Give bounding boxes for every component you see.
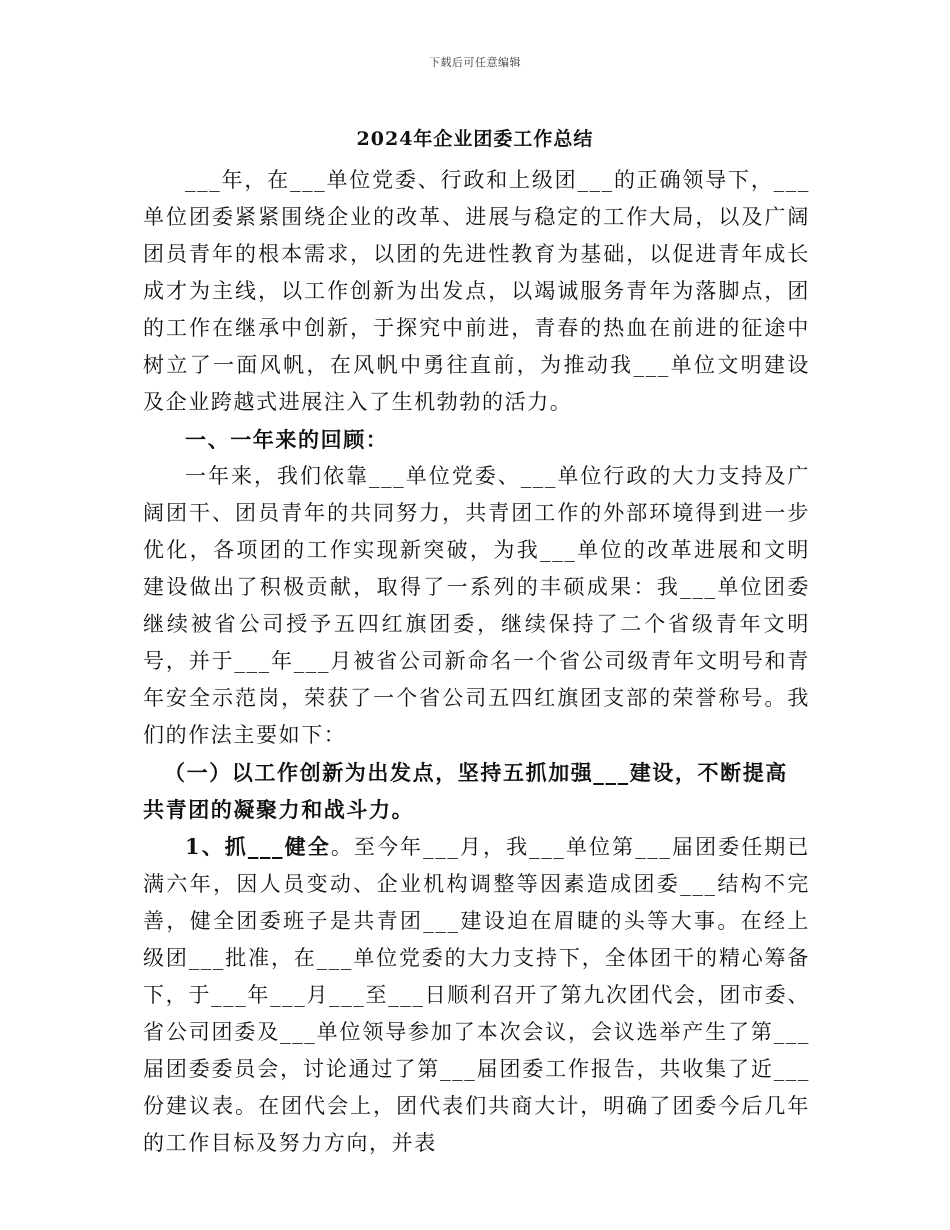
page-title: 2024年企业团委工作总结 <box>356 128 594 150</box>
paragraph-review: 一年来，我们依靠___单位党委、___单位行政的大力支持及广阔团干、团员青年的共同努力，共青团工作的外部环境得到进一步优化，各项团的工作实现新突破，为我___单位的改革进展和文明建设做出了积极贡献，取得了一系列的丰硕成果：我___单位团委继续被省公司授予五四红旗团委，继续保持了二个省级青年文明号，并于___年___月被省公司新命名一个省公司级青年文明号和青年安全示范岗，荣获了一个省公司五四红旗团支部的荣誉称号。我们的作法主要如下： <box>143 464 810 747</box>
item-1-lead: 1、抓___健全 <box>185 834 331 859</box>
paragraph-item-1 <box>143 828 810 1162</box>
subsection-1-heading: （一）以工作创新为出发点，坚持五抓加强___建设，不断提高共青团的凝聚力和战斗力。 <box>143 760 788 822</box>
item-1-text: 。至今年___月，我___单位第___届团委任期已满六年，因人员变动、企业机构调整等因素造成团委___结构不完善，健全团委班子是共青团___建设迫在眉睫的头等大事。在经上级团___批准，在___单位党委的大力支持下，全体团干的精心筹备下，于___年___月___至___日顺利召开了第九次团代会，团市委、省公司团委及___单位领导参加了本次会议，会议选举产生了第___届团委委员会，讨论通过了第___届团委工作报告，共收集了近___份建议表。在团代会上，团代表们共商大计，明确了团委今后几年的工作目标及努力方向，并表 <box>143 835 810 1155</box>
section-1-heading: 一、一年来的回顾： <box>185 427 389 452</box>
header-note: 下载后可任意编辑 <box>429 56 521 69</box>
document-body <box>143 162 810 1162</box>
paragraph-intro: ___年，在___单位党委、行政和上级团___的正确领导下，___单位团委紧紧围绕企业的改革、进展与稳定的工作大局，以及广阔团员青年的根本需求，以团的先进性教育为基础，以促进青年成长成才为主线，以工作创新为出发点，以竭诚服务青年为落脚点，团的工作在继承中创新，于探究中前进，青春的热血在前进的征途中树立了一面风帆，在风帆中勇往直前，为推动我___单位文明建设及企业跨越式进展注入了生机勃勃的活力。 <box>143 168 810 414</box>
